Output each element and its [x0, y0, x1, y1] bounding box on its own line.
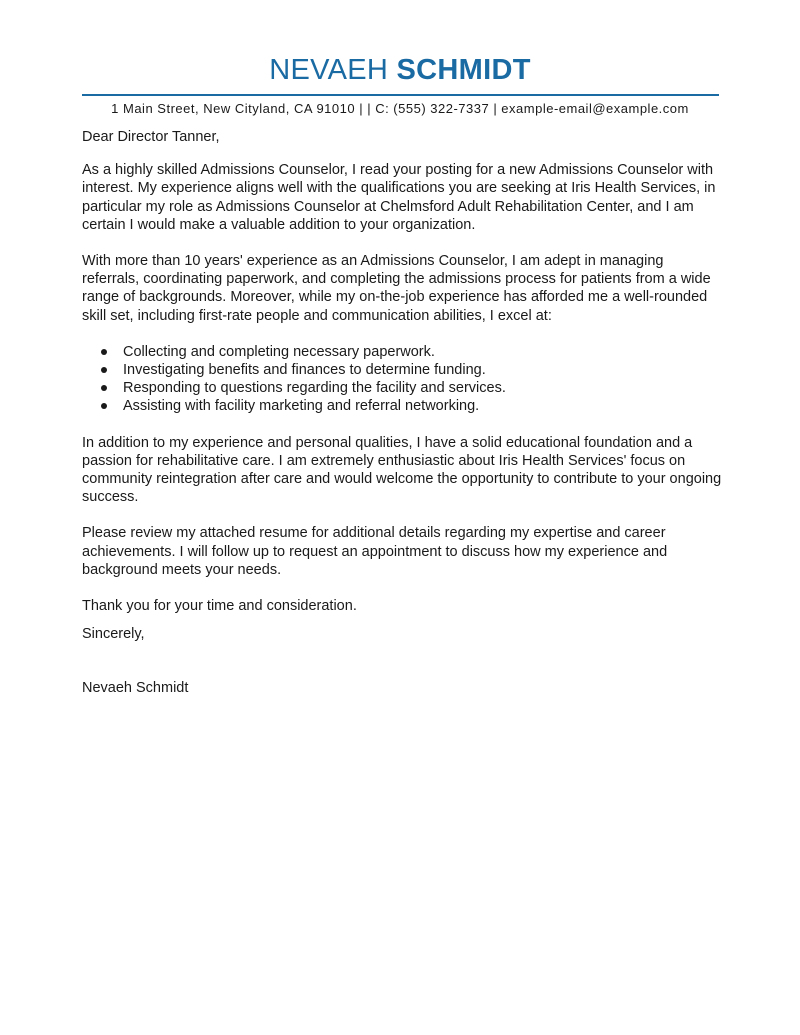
- paragraph-intro: As a highly skilled Admissions Counselor, I read your posting for a new Admissions Counselor with interest. My experience aligns well with the qualifications you are seeking at Iris Health Services, in particular my role as Admissions Counselor at Chelmsford Adult Rehabilitation Center, and I am certain I would make a valuable addition to your organization.: [82, 162, 716, 233]
- header-divider: [82, 94, 719, 96]
- bullet-icon: [101, 403, 107, 409]
- closing: Sincerely,: [82, 626, 145, 643]
- paragraph-followup: Please review my attached resume for additional details regarding my expertise and career achievements. I will follow up to request an appointment to discuss how my experience and background meets your needs.: [82, 525, 668, 578]
- first-name: NEVAEH: [269, 54, 389, 86]
- contact-line: 1 Main Street, New Cityland, CA 91010 | | C: (555) 322-7337 | example-email@example.com: [111, 101, 689, 116]
- list-item-text: Collecting and completing necessary paperwork.: [123, 343, 435, 360]
- thanks-line: Thank you for your time and consideration.: [82, 598, 357, 615]
- last-name: SCHMIDT: [396, 54, 531, 86]
- list-item: [82, 379, 722, 397]
- list-item-text: Responding to questions regarding the facility and services.: [123, 380, 506, 397]
- paragraph-experience: With more than 10 years' experience as an Admissions Counselor, I am adept in managing referrals, coordinating paperwork, and completing the admissions process for patients from a wide range of backgrounds. Moreover, while my on-the-job experience has afforded me a well-rounded skill set, including first-rate people and communication abilities, I excel at:: [82, 253, 711, 324]
- salutation: Dear Director Tanner,: [82, 129, 220, 145]
- list-item-text: Investigating benefits and finances to determine funding.: [123, 362, 486, 379]
- list-item: [82, 361, 722, 379]
- bullet-icon: [101, 349, 107, 355]
- letter-body: [82, 128, 722, 698]
- skills-list: [82, 343, 722, 416]
- applicant-name: [0, 52, 800, 88]
- list-item-text: Assisting with facility marketing and referral networking.: [123, 398, 480, 415]
- list-item: [82, 397, 722, 415]
- bullet-icon: [101, 367, 107, 373]
- bullet-icon: [101, 385, 107, 391]
- list-item: [82, 343, 722, 361]
- paragraph-education: In addition to my experience and personal qualities, I have a solid educational foundation and a passion for rehabilitative care. I am extremely enthusiastic about Iris Health Services' focus on community reintegration after care and would welcome the opportunity to contribute to your ongoing success.: [82, 434, 722, 506]
- signature: Nevaeh Schmidt: [82, 680, 189, 697]
